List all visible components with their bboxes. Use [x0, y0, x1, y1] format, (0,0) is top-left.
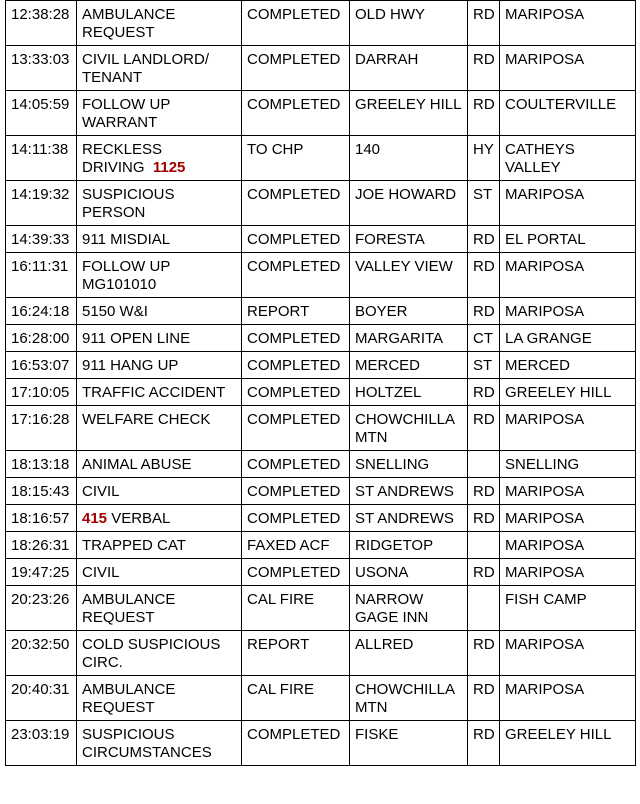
city-cell: LA GRANGE — [500, 325, 636, 352]
call-time-cell: 20:32:50 — [6, 631, 77, 676]
street-suffix-cell: RD — [468, 406, 500, 451]
table-row — [6, 478, 636, 505]
city-cell: GREELEY HILL — [500, 721, 636, 766]
call-time-cell: 16:53:07 — [6, 352, 77, 379]
call-type-cell — [77, 559, 242, 586]
call-type-cell — [77, 325, 242, 352]
city-cell: MARIPOSA — [500, 253, 636, 298]
call-time-cell: 19:47:25 — [6, 559, 77, 586]
disposition-cell: TO CHP — [242, 136, 350, 181]
city-cell: MARIPOSA — [500, 676, 636, 721]
street-suffix-cell: RD — [468, 721, 500, 766]
call-time-cell: 20:23:26 — [6, 586, 77, 631]
call-type-cell — [77, 676, 242, 721]
street-cell: BOYER — [350, 298, 468, 325]
call-type-label: SUSPICIOUS PERSON — [82, 186, 175, 221]
city-cell: MARIPOSA — [500, 181, 636, 226]
call-time-cell: 14:11:38 — [6, 136, 77, 181]
table-row — [6, 298, 636, 325]
city-cell: MERCED — [500, 352, 636, 379]
call-time-cell: 14:19:32 — [6, 181, 77, 226]
street-cell: OLD HWY — [350, 1, 468, 46]
table-row — [6, 721, 636, 766]
call-type-label: CIVIL LANDLORD/ TENANT — [82, 51, 209, 86]
street-suffix-cell: RD — [468, 1, 500, 46]
call-type-cell — [77, 226, 242, 253]
call-type-label: 911 MISDIAL — [82, 231, 171, 248]
disposition-cell: FAXED ACF — [242, 532, 350, 559]
disposition-cell: COMPLETED — [242, 406, 350, 451]
disposition-cell: COMPLETED — [242, 181, 350, 226]
street-cell: HOLTZEL — [350, 379, 468, 406]
street-cell: ST ANDREWS — [350, 478, 468, 505]
city-cell: MARIPOSA — [500, 559, 636, 586]
street-suffix-cell: HY — [468, 136, 500, 181]
disposition-cell: COMPLETED — [242, 352, 350, 379]
street-cell: MERCED — [350, 352, 468, 379]
disposition-cell: COMPLETED — [242, 91, 350, 136]
call-type-label: AMBULANCE REQUEST — [82, 681, 176, 716]
call-type-label: AMBULANCE REQUEST — [82, 591, 176, 626]
table-row — [6, 1, 636, 46]
call-type-cell — [77, 379, 242, 406]
street-cell: SNELLING — [350, 451, 468, 478]
city-cell: MARIPOSA — [500, 46, 636, 91]
street-cell: ALLRED — [350, 631, 468, 676]
street-suffix-cell — [468, 586, 500, 631]
disposition-cell: COMPLETED — [242, 451, 350, 478]
city-cell: SNELLING — [500, 451, 636, 478]
city-cell: MARIPOSA — [500, 406, 636, 451]
disposition-cell: COMPLETED — [242, 721, 350, 766]
disposition-cell: CAL FIRE — [242, 676, 350, 721]
street-suffix-cell: RD — [468, 676, 500, 721]
call-type-label: RECKLESS DRIVING — [82, 141, 163, 176]
table-row — [6, 505, 636, 532]
disposition-cell: CAL FIRE — [242, 586, 350, 631]
call-code-badge: 415 — [82, 510, 108, 527]
disposition-cell: COMPLETED — [242, 325, 350, 352]
table-row — [6, 253, 636, 298]
call-type-label: 911 HANG UP — [82, 357, 179, 374]
call-type-label: SUSPICIOUS CIRCUMSTANCES — [82, 726, 212, 761]
call-time-cell: 17:10:05 — [6, 379, 77, 406]
street-suffix-cell: RD — [468, 253, 500, 298]
call-type-label: TRAFFIC ACCIDENT — [82, 384, 226, 401]
call-type-cell — [77, 406, 242, 451]
table-row — [6, 379, 636, 406]
table-row — [6, 586, 636, 631]
disposition-cell: REPORT — [242, 631, 350, 676]
street-cell: JOE HOWARD — [350, 181, 468, 226]
table-row — [6, 325, 636, 352]
table-row — [6, 532, 636, 559]
street-suffix-cell: RD — [468, 46, 500, 91]
call-time-cell: 14:39:33 — [6, 226, 77, 253]
call-type-cell — [77, 181, 242, 226]
call-type-cell — [77, 532, 242, 559]
street-suffix-cell: RD — [468, 226, 500, 253]
street-cell: USONA — [350, 559, 468, 586]
city-cell: MARIPOSA — [500, 505, 636, 532]
call-type-cell — [77, 136, 242, 181]
city-cell: MARIPOSA — [500, 478, 636, 505]
call-type-cell — [77, 46, 242, 91]
disposition-cell: COMPLETED — [242, 559, 350, 586]
call-type-cell — [77, 253, 242, 298]
street-suffix-cell: ST — [468, 352, 500, 379]
call-time-cell: 16:11:31 — [6, 253, 77, 298]
call-type-cell — [77, 451, 242, 478]
call-time-cell: 16:24:18 — [6, 298, 77, 325]
city-cell: MARIPOSA — [500, 631, 636, 676]
call-code-badge: 1125 — [152, 159, 186, 176]
call-time-cell: 17:16:28 — [6, 406, 77, 451]
call-type-cell — [77, 586, 242, 631]
table-row — [6, 631, 636, 676]
street-suffix-cell — [468, 532, 500, 559]
street-suffix-cell — [468, 451, 500, 478]
call-type-label: TRAPPED CAT — [82, 537, 186, 554]
call-type-cell — [77, 721, 242, 766]
call-type-label: COLD SUSPICIOUS CIRC. — [82, 636, 221, 671]
disposition-cell: REPORT — [242, 298, 350, 325]
call-time-cell: 18:13:18 — [6, 451, 77, 478]
street-cell: GREELEY HILL — [350, 91, 468, 136]
street-suffix-cell: ST — [468, 181, 500, 226]
call-type-label: CIVIL — [82, 564, 120, 581]
table-row — [6, 451, 636, 478]
call-time-cell: 18:16:57 — [6, 505, 77, 532]
call-type-label: ANIMAL ABUSE — [82, 456, 192, 473]
street-suffix-cell: CT — [468, 325, 500, 352]
call-type-label: FOLLOW UP WARRANT — [82, 96, 171, 131]
table-row — [6, 226, 636, 253]
street-suffix-cell: RD — [468, 379, 500, 406]
street-cell: DARRAH — [350, 46, 468, 91]
city-cell: MARIPOSA — [500, 532, 636, 559]
table-row — [6, 91, 636, 136]
table-row — [6, 559, 636, 586]
disposition-cell: COMPLETED — [242, 46, 350, 91]
call-type-label: CIVIL — [82, 483, 120, 500]
city-cell: MARIPOSA — [500, 298, 636, 325]
city-cell: CATHEYS VALLEY — [500, 136, 636, 181]
city-cell: MARIPOSA — [500, 1, 636, 46]
call-log-body — [6, 1, 636, 766]
disposition-cell: COMPLETED — [242, 226, 350, 253]
street-cell: ST ANDREWS — [350, 505, 468, 532]
call-log-table — [5, 0, 636, 766]
call-type-label: FOLLOW UP MG101010 — [82, 258, 171, 293]
table-row — [6, 352, 636, 379]
call-type-cell — [77, 505, 242, 532]
call-type-label: WELFARE CHECK — [82, 411, 211, 428]
call-time-cell: 14:05:59 — [6, 91, 77, 136]
call-time-cell: 18:26:31 — [6, 532, 77, 559]
street-cell: 140 — [350, 136, 468, 181]
call-time-cell: 16:28:00 — [6, 325, 77, 352]
call-type-cell — [77, 352, 242, 379]
street-cell: FISKE — [350, 721, 468, 766]
street-cell: CHOWCHILLA MTN — [350, 676, 468, 721]
disposition-cell: COMPLETED — [242, 1, 350, 46]
table-row — [6, 676, 636, 721]
disposition-cell: COMPLETED — [242, 379, 350, 406]
street-cell: NARROW GAGE INN — [350, 586, 468, 631]
street-suffix-cell: RD — [468, 631, 500, 676]
city-cell: FISH CAMP — [500, 586, 636, 631]
call-type-cell — [77, 298, 242, 325]
table-row — [6, 136, 636, 181]
call-type-cell — [77, 1, 242, 46]
street-cell: VALLEY VIEW — [350, 253, 468, 298]
street-suffix-cell: RD — [468, 559, 500, 586]
call-time-cell: 23:03:19 — [6, 721, 77, 766]
call-type-label: 5150 W&I — [82, 303, 148, 320]
street-suffix-cell: RD — [468, 478, 500, 505]
table-row — [6, 46, 636, 91]
call-type-cell — [77, 478, 242, 505]
city-cell: EL PORTAL — [500, 226, 636, 253]
street-suffix-cell: RD — [468, 505, 500, 532]
disposition-cell: COMPLETED — [242, 478, 350, 505]
street-cell: CHOWCHILLA MTN — [350, 406, 468, 451]
table-row — [6, 181, 636, 226]
street-cell: RIDGETOP — [350, 532, 468, 559]
call-time-cell: 20:40:31 — [6, 676, 77, 721]
street-suffix-cell: RD — [468, 91, 500, 136]
call-time-cell: 18:15:43 — [6, 478, 77, 505]
call-type-cell — [77, 631, 242, 676]
city-cell: COULTERVILLE — [500, 91, 636, 136]
call-type-label: 911 OPEN LINE — [82, 330, 191, 347]
table-row — [6, 406, 636, 451]
call-type-label: VERBAL — [111, 510, 171, 527]
street-cell: FORESTA — [350, 226, 468, 253]
disposition-cell: COMPLETED — [242, 505, 350, 532]
disposition-cell: COMPLETED — [242, 253, 350, 298]
call-time-cell: 13:33:03 — [6, 46, 77, 91]
call-type-label: AMBULANCE REQUEST — [82, 6, 176, 41]
call-time-cell: 12:38:28 — [6, 1, 77, 46]
city-cell: GREELEY HILL — [500, 379, 636, 406]
street-suffix-cell: RD — [468, 298, 500, 325]
call-type-cell — [77, 91, 242, 136]
street-cell: MARGARITA — [350, 325, 468, 352]
